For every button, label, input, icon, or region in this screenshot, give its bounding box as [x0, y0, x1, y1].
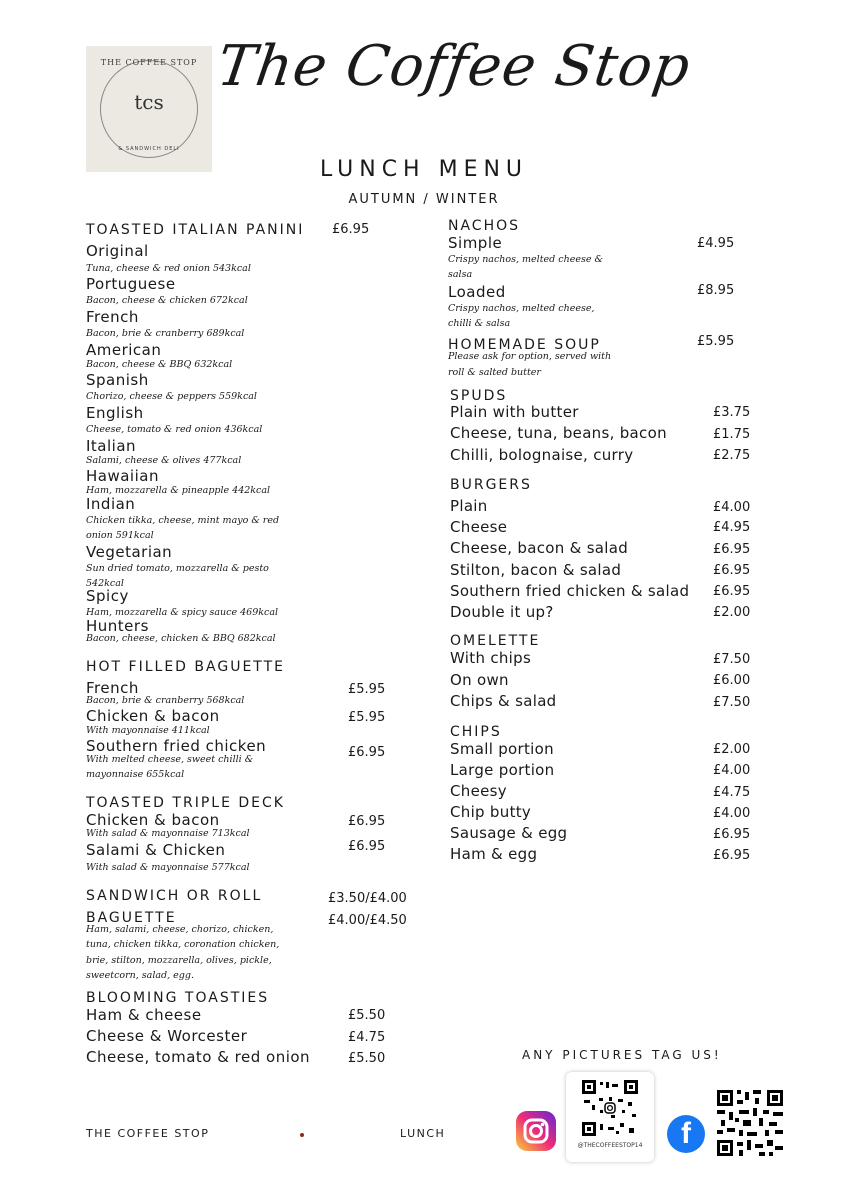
panini-item-name: English [86, 404, 144, 422]
chips-item-price: £4.75 [713, 785, 751, 800]
section-heading-chips: CHIPS [450, 724, 502, 740]
section-heading-nachos: NACHOS [448, 218, 521, 234]
baguette-item-price: £6.95 [348, 745, 386, 760]
burgers-item-name: Stilton, bacon & salad [450, 561, 622, 579]
soup-desc: roll & salted butter [448, 367, 541, 378]
panini-item-desc: Ham, mozzarella & spicy sauce 469kcal [86, 607, 279, 618]
tag-us-text: ANY PICTURES TAG US! [522, 1048, 722, 1062]
panini-item-name: Spicy [86, 587, 129, 605]
baguette-item-desc: Bacon, brie & cranberry 568kcal [86, 695, 245, 706]
section-heading-burgers: BURGERS [450, 477, 532, 493]
fillings-line: brie, stilton, mozzarella, olives, pickle, [86, 955, 272, 966]
section-heading-omelette: OMELETTE [450, 633, 541, 649]
footer-section-label: LUNCH [400, 1127, 446, 1140]
panini-item-name: Indian [86, 495, 136, 513]
panini-item-desc: Chicken tikka, cheese, mint mayo & red [86, 515, 280, 526]
logo [86, 46, 212, 172]
baguette-item-price: £5.95 [348, 710, 386, 725]
spuds-item-price: £1.75 [713, 427, 751, 442]
panini-item-desc: Chorizo, cheese & peppers 559kcal [86, 391, 257, 402]
chips-item-price: £6.95 [713, 827, 751, 842]
burgers-item-name: Double it up? [450, 603, 554, 621]
chips-item-name: Cheesy [450, 782, 507, 800]
footer-dot [300, 1133, 304, 1137]
footer-brand: THE COFFEE STOP [86, 1127, 210, 1140]
chips-item-name: Ham & egg [450, 845, 538, 863]
chips-item-name: Chip butty [450, 803, 532, 821]
toastie-item-price: £5.50 [348, 1051, 386, 1066]
baguette-item-name: French [86, 679, 139, 697]
toastie-item-price: £4.75 [348, 1030, 386, 1045]
section-heading-panini: TOASTED ITALIAN PANINI [86, 222, 305, 238]
toastie-item-price: £5.50 [348, 1008, 386, 1023]
burgers-item-name: Plain [450, 497, 488, 515]
triple-item-name: Chicken & bacon [86, 811, 220, 829]
soup-desc: Please ask for option, served with [448, 351, 612, 362]
triple-item-name: Salami & Chicken [86, 841, 226, 859]
panini-item-desc: Bacon, cheese, chicken & BBQ 682kcal [86, 633, 276, 644]
spuds-item-name: Chilli, bolognaise, curry [450, 446, 634, 464]
baguette-item-name: Southern fried chicken [86, 737, 267, 755]
chips-item-price: £2.00 [713, 742, 751, 757]
script-title: The Coffee Stop [213, 34, 695, 99]
panini-item-name: Hunters [86, 617, 149, 635]
panini-item-desc: Cheese, tomato & red onion 436kcal [86, 424, 263, 435]
panini-item-desc: Bacon, cheese & chicken 672kcal [86, 295, 248, 306]
omelette-item-name: With chips [450, 649, 532, 667]
panini-item-name: Hawaiian [86, 467, 159, 485]
triple-item-desc: With salad & mayonnaise 577kcal [86, 862, 250, 873]
panini-item-name: Spanish [86, 371, 149, 389]
spuds-item-name: Cheese, tuna, beans, bacon [450, 424, 667, 442]
spuds-item-name: Plain with butter [450, 403, 579, 421]
nachos-item-desc: salsa [448, 269, 473, 280]
logo-ring-bottom-text: & SANDWICH DELI [118, 146, 180, 152]
baguette-item-desc: With melted cheese, sweet chilli & [86, 754, 254, 765]
nachos-item-price: £4.95 [697, 236, 735, 251]
baguette-item-name: Chicken & bacon [86, 707, 220, 725]
section-heading-toasties: BLOOMING TOASTIES [86, 990, 270, 1006]
sandwich-price: £3.50/£4.00 [328, 891, 407, 906]
omelette-item-name: On own [450, 671, 509, 689]
panini-item-desc: onion 591kcal [86, 530, 154, 541]
logo-ring-top-text: THE COFFEE STOP [100, 58, 198, 67]
burgers-item-price: £6.95 [713, 542, 751, 557]
triple-item-desc: With salad & mayonnaise 713kcal [86, 828, 250, 839]
section-heading-spuds: SPUDS [450, 388, 508, 404]
nachos-item-desc: Crispy nachos, melted cheese, [448, 303, 595, 314]
fillings-line: tuna, chicken tikka, coronation chicken, [86, 939, 280, 950]
chips-item-price: £6.95 [713, 848, 751, 863]
chips-item-price: £4.00 [713, 763, 751, 778]
burgers-item-price: £4.00 [713, 500, 751, 515]
burgers-item-price: £6.95 [713, 584, 751, 599]
panini-item-desc: Ham, mozzarella & pineapple 442kcal [86, 485, 271, 496]
panini-price: £6.95 [332, 222, 370, 237]
qr-code-large[interactable] [717, 1090, 783, 1156]
nachos-item-desc: Crispy nachos, melted cheese & [448, 254, 603, 265]
soup-price: £5.95 [697, 334, 735, 349]
season-subtitle: AUTUMN / WINTER [348, 192, 500, 207]
panini-item-name: Italian [86, 437, 137, 455]
burgers-item-price: £2.00 [713, 605, 751, 620]
burgers-item-name: Cheese [450, 518, 508, 536]
chips-item-name: Large portion [450, 761, 555, 779]
panini-item-name: French [86, 308, 139, 326]
fillings-line: sweetcorn, salad, egg. [86, 970, 194, 981]
burgers-item-name: Cheese, bacon & salad [450, 539, 629, 557]
toastie-item-name: Cheese & Worcester [86, 1027, 248, 1045]
instagram-handle: @THECOFFEESTOP14 [577, 1142, 643, 1149]
triple-item-price: £6.95 [348, 814, 386, 829]
instagram-icon[interactable] [516, 1111, 556, 1151]
omelette-item-price: £7.50 [713, 652, 751, 667]
panini-item-name: Vegetarian [86, 543, 173, 561]
nachos-item-price: £8.95 [697, 283, 735, 298]
section-heading-baguette-fillings: BAGUETTE [86, 910, 177, 926]
section-heading-soup: HOMEMADE SOUP [448, 337, 601, 353]
fillings-line: Ham, salami, cheese, chorizo, chicken, [86, 924, 274, 935]
chips-item-name: Sausage & egg [450, 824, 568, 842]
omelette-item-price: £7.50 [713, 695, 751, 710]
spuds-item-price: £3.75 [713, 405, 751, 420]
omelette-item-name: Chips & salad [450, 692, 557, 710]
burgers-item-price: £6.95 [713, 563, 751, 578]
spuds-item-price: £2.75 [713, 448, 751, 463]
nachos-item-desc: chilli & salsa [448, 318, 511, 329]
panini-item-name: Original [86, 242, 149, 260]
toastie-item-name: Ham & cheese [86, 1006, 202, 1024]
burgers-item-name: Southern fried chicken & salad [450, 582, 690, 600]
baguette-fillings-price: £4.00/£4.50 [328, 913, 407, 928]
section-heading-triple-deck: TOASTED TRIPLE DECK [86, 795, 285, 811]
chips-item-price: £4.00 [713, 806, 751, 821]
nachos-item-name: Simple [448, 234, 503, 252]
panini-item-desc: Bacon, cheese & BBQ 632kcal [86, 359, 233, 370]
panini-item-name: American [86, 341, 162, 359]
section-heading-baguette: HOT FILLED BAGUETTE [86, 659, 285, 675]
qr-card[interactable] [566, 1072, 654, 1162]
panini-item-name: Portuguese [86, 275, 176, 293]
nachos-item-name: Loaded [448, 283, 506, 301]
panini-item-desc: Bacon, brie & cranberry 689kcal [86, 328, 245, 339]
instagram-glyph [516, 1111, 556, 1151]
facebook-glyph: f [681, 1117, 691, 1150]
menu-title: LUNCH MENU [319, 157, 529, 182]
panini-item-desc: Sun dried tomato, mozzarella & pesto [86, 563, 269, 574]
baguette-item-desc: With mayonnaise 411kcal [86, 725, 210, 736]
facebook-icon[interactable] [667, 1115, 705, 1153]
omelette-item-price: £6.00 [713, 673, 751, 688]
burgers-item-price: £4.95 [713, 520, 751, 535]
baguette-item-price: £5.95 [348, 682, 386, 697]
chips-item-name: Small portion [450, 740, 554, 758]
toastie-item-name: Cheese, tomato & red onion [86, 1048, 311, 1066]
triple-item-price: £6.95 [348, 839, 386, 854]
panini-item-desc: Tuna, cheese & red onion 543kcal [86, 263, 251, 274]
panini-item-desc: Salami, cheese & olives 477kcal [86, 455, 242, 466]
qr-code-small [582, 1080, 638, 1136]
section-heading-sandwich: SANDWICH OR ROLL [86, 888, 263, 904]
baguette-item-desc: mayonnaise 655kcal [86, 769, 185, 780]
panini-item-desc: 542kcal [86, 578, 124, 589]
logo-mark: tcs [134, 90, 164, 114]
